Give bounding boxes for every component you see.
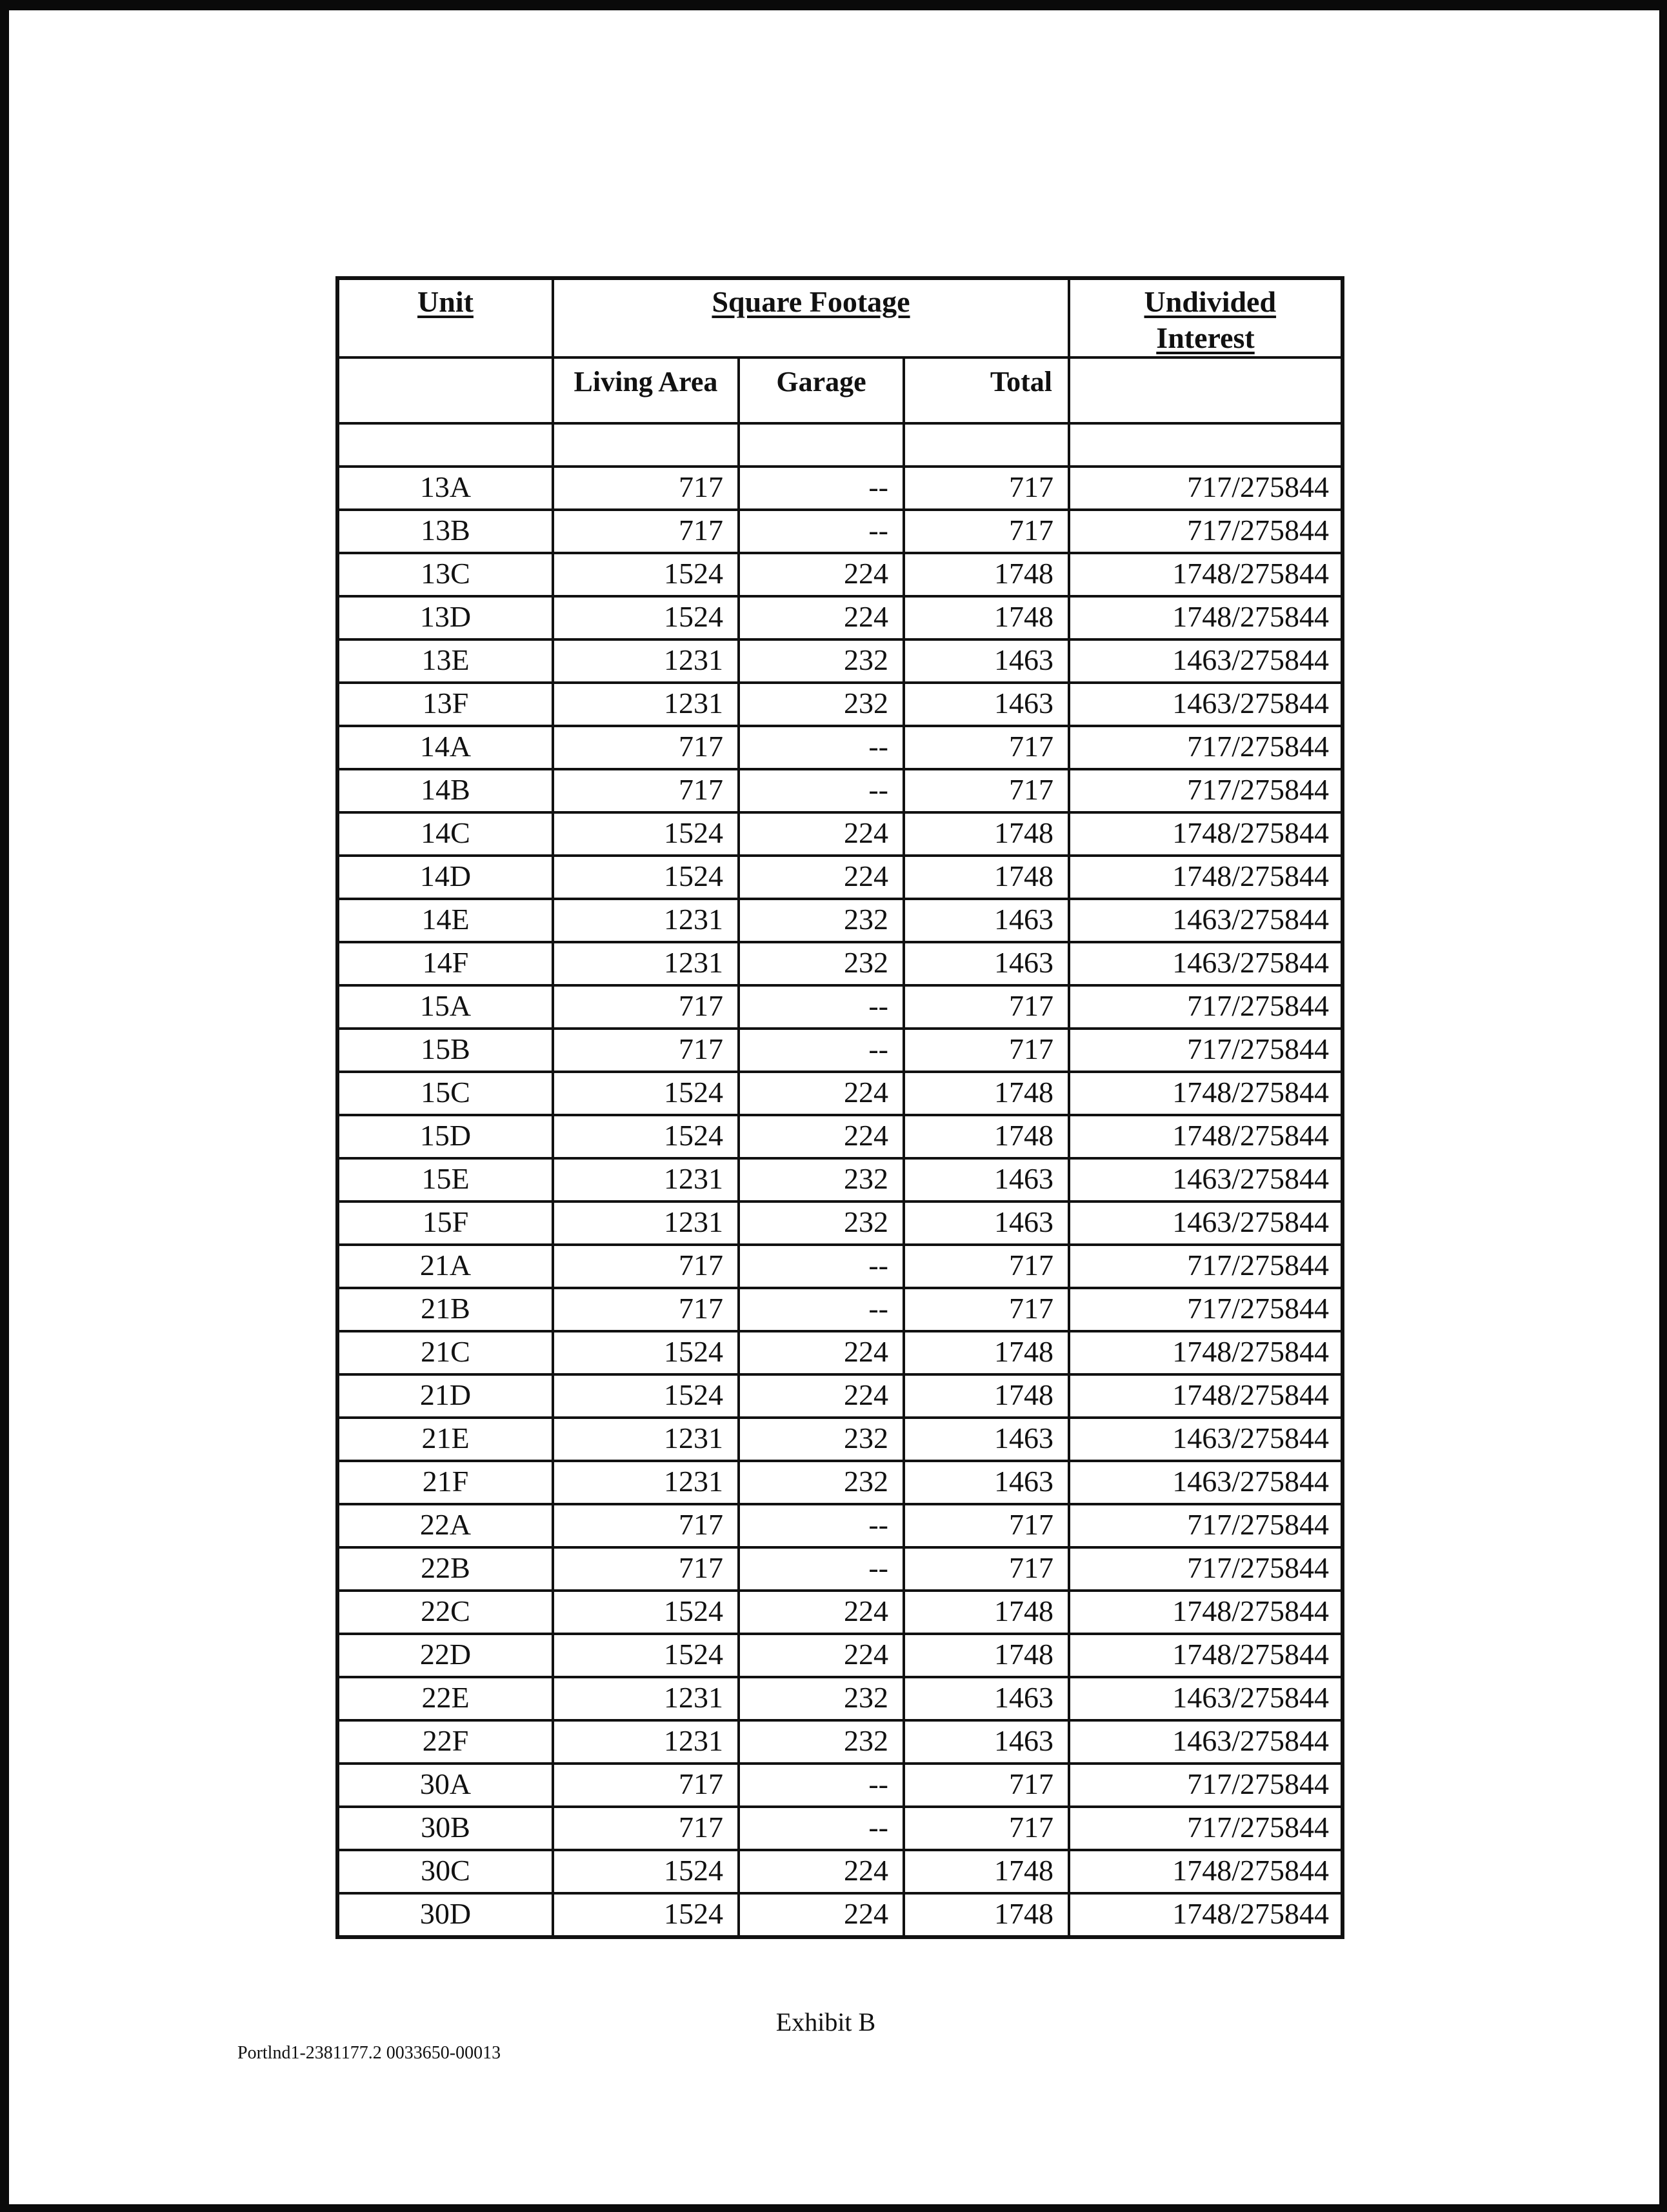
undivided-interest-cell: 1748/275844	[1069, 1850, 1343, 1893]
unit-cell: 22E	[337, 1677, 553, 1720]
scan-border-right	[1659, 0, 1667, 2212]
table-row	[337, 683, 1343, 726]
table-row	[337, 1461, 1343, 1504]
total-cell: 1463	[904, 899, 1069, 942]
garage-cell: 224	[739, 1591, 904, 1634]
table-row	[337, 1807, 1343, 1850]
garage-cell: --	[739, 1504, 904, 1547]
table-body	[337, 423, 1343, 1937]
undivided-interest-cell: 1463/275844	[1069, 1158, 1343, 1202]
garage-cell: 232	[739, 1202, 904, 1245]
unit-cell: 21F	[337, 1461, 553, 1504]
unit-cell: 15C	[337, 1072, 553, 1115]
table-row	[337, 1850, 1343, 1893]
undivided-interest-cell: 717/275844	[1069, 1807, 1343, 1850]
unit-square-footage-table	[335, 276, 1344, 1939]
undivided-interest-cell: 1463/275844	[1069, 1418, 1343, 1461]
total-cell: 717	[904, 1504, 1069, 1547]
total-header: Total	[904, 357, 1069, 423]
total-cell: 1748	[904, 1591, 1069, 1634]
living-area-cell: 1524	[553, 1591, 739, 1634]
garage-cell: 232	[739, 683, 904, 726]
total-cell: 1748	[904, 1893, 1069, 1937]
garage-cell: 232	[739, 899, 904, 942]
living-area-cell: 1231	[553, 683, 739, 726]
unit-cell: 14B	[337, 769, 553, 812]
total-cell: 1463	[904, 639, 1069, 683]
table-row	[337, 1331, 1343, 1374]
undivided-interest-cell: 717/275844	[1069, 510, 1343, 553]
undivided-interest-cell: 717/275844	[1069, 1288, 1343, 1331]
total-cell: 1463	[904, 1418, 1069, 1461]
unit-cell: 21E	[337, 1418, 553, 1461]
total-cell: 717	[904, 769, 1069, 812]
total-cell: 717	[904, 1764, 1069, 1807]
table-row	[337, 1504, 1343, 1547]
garage-cell: 224	[739, 596, 904, 639]
living-area-cell: 1231	[553, 1418, 739, 1461]
living-area-cell: 1524	[553, 812, 739, 856]
table-row	[337, 769, 1343, 812]
table-row	[337, 1418, 1343, 1461]
undivided-interest-cell: 1463/275844	[1069, 899, 1343, 942]
table-row	[337, 1720, 1343, 1764]
total-cell: 717	[904, 1029, 1069, 1072]
unit-cell: 13E	[337, 639, 553, 683]
unit-header-label: Unit	[417, 285, 474, 318]
living-area-cell: 1231	[553, 639, 739, 683]
living-area-cell: 717	[553, 1288, 739, 1331]
total-cell: 717	[904, 985, 1069, 1029]
undivided-interest-header-label: Undivided Interest	[1144, 285, 1277, 354]
unit-cell: 15A	[337, 985, 553, 1029]
table-row	[337, 596, 1343, 639]
total-cell: 1463	[904, 1202, 1069, 1245]
undivided-interest-cell: 1748/275844	[1069, 1072, 1343, 1115]
garage-cell: 232	[739, 1720, 904, 1764]
undivided-interest-cell: 1748/275844	[1069, 553, 1343, 596]
undivided-interest-cell: 1748/275844	[1069, 1331, 1343, 1374]
living-area-cell: 1231	[553, 942, 739, 985]
unit-cell: 21C	[337, 1331, 553, 1374]
living-area-cell: 717	[553, 1245, 739, 1288]
header-spacer-row	[337, 423, 1343, 467]
garage-cell: 232	[739, 639, 904, 683]
living-area-cell: 717	[553, 1764, 739, 1807]
living-area-cell: 1231	[553, 1461, 739, 1504]
unit-cell: 14F	[337, 942, 553, 985]
garage-cell: --	[739, 1288, 904, 1331]
table-row	[337, 553, 1343, 596]
living-area-cell: 1524	[553, 596, 739, 639]
table-row	[337, 510, 1343, 553]
table-row	[337, 1374, 1343, 1418]
scan-border-bottom	[0, 2204, 1667, 2212]
total-cell: 1463	[904, 1158, 1069, 1202]
living-area-cell: 1231	[553, 1158, 739, 1202]
undivided-interest-cell: 1463/275844	[1069, 639, 1343, 683]
living-area-cell: 717	[553, 726, 739, 769]
total-cell: 1748	[904, 812, 1069, 856]
total-cell: 1748	[904, 1072, 1069, 1115]
undivided-interest-cell: 1748/275844	[1069, 1374, 1343, 1418]
table-row	[337, 467, 1343, 510]
total-cell: 1463	[904, 1461, 1069, 1504]
living-area-cell: 1524	[553, 1634, 739, 1677]
garage-cell: 224	[739, 812, 904, 856]
garage-cell: 224	[739, 856, 904, 899]
undivided-interest-cell: 1748/275844	[1069, 812, 1343, 856]
undivided-interest-cell: 1748/275844	[1069, 856, 1343, 899]
table-row	[337, 639, 1343, 683]
undivided-interest-cell: 717/275844	[1069, 1504, 1343, 1547]
undivided-interest-cell: 717/275844	[1069, 1029, 1343, 1072]
garage-cell: 224	[739, 1634, 904, 1677]
unit-cell: 13B	[337, 510, 553, 553]
unit-cell: 30D	[337, 1893, 553, 1937]
document-id: Portlnd1-2381177.2 0033650-00013	[237, 2043, 501, 2063]
garage-cell: 232	[739, 942, 904, 985]
living-area-cell: 1524	[553, 1115, 739, 1158]
square-footage-header-label: Square Footage	[712, 285, 910, 318]
living-area-cell: 1524	[553, 1850, 739, 1893]
total-cell: 717	[904, 510, 1069, 553]
living-area-cell: 1231	[553, 1720, 739, 1764]
garage-cell: --	[739, 1547, 904, 1591]
living-area-cell: 717	[553, 985, 739, 1029]
living-area-cell: 717	[553, 769, 739, 812]
table-row	[337, 1288, 1343, 1331]
total-cell: 1748	[904, 1331, 1069, 1374]
living-area-cell: 1231	[553, 1202, 739, 1245]
unit-cell: 21D	[337, 1374, 553, 1418]
unit-cell: 14D	[337, 856, 553, 899]
garage-cell: 224	[739, 553, 904, 596]
garage-cell: 224	[739, 1374, 904, 1418]
table-row	[337, 1547, 1343, 1591]
undivided-interest-cell: 1463/275844	[1069, 1461, 1343, 1504]
living-area-cell: 1231	[553, 1677, 739, 1720]
living-area-cell: 1524	[553, 1374, 739, 1418]
unit-cell: 22D	[337, 1634, 553, 1677]
table-row	[337, 985, 1343, 1029]
unit-header	[337, 278, 553, 357]
garage-cell: 224	[739, 1115, 904, 1158]
undivided-interest-cell: 1748/275844	[1069, 1115, 1343, 1158]
interest-subheader-empty	[1069, 357, 1343, 423]
total-cell: 1748	[904, 1115, 1069, 1158]
undivided-interest-cell: 717/275844	[1069, 1547, 1343, 1591]
table-row	[337, 1202, 1343, 1245]
living-area-cell: 717	[553, 1029, 739, 1072]
undivided-interest-cell: 717/275844	[1069, 769, 1343, 812]
undivided-interest-cell: 1748/275844	[1069, 1634, 1343, 1677]
unit-cell: 15B	[337, 1029, 553, 1072]
garage-cell: --	[739, 467, 904, 510]
total-cell: 1463	[904, 1677, 1069, 1720]
table-row	[337, 726, 1343, 769]
garage-cell: --	[739, 726, 904, 769]
unit-cell: 22B	[337, 1547, 553, 1591]
table-row	[337, 1245, 1343, 1288]
living-area-cell: 717	[553, 1504, 739, 1547]
total-cell: 1748	[904, 1634, 1069, 1677]
living-area-header: Living Area	[553, 357, 739, 423]
unit-cell: 13D	[337, 596, 553, 639]
garage-cell: --	[739, 1245, 904, 1288]
undivided-interest-cell: 1463/275844	[1069, 1720, 1343, 1764]
scan-border-left	[0, 0, 9, 2212]
garage-cell: --	[739, 1029, 904, 1072]
table-row	[337, 1893, 1343, 1937]
table-row	[337, 856, 1343, 899]
exhibit-label: Exhibit B	[775, 2007, 876, 2036]
garage-cell: 224	[739, 1072, 904, 1115]
total-cell: 717	[904, 726, 1069, 769]
undivided-interest-cell: 717/275844	[1069, 985, 1343, 1029]
table-row	[337, 1764, 1343, 1807]
unit-cell: 14E	[337, 899, 553, 942]
total-cell: 717	[904, 1245, 1069, 1288]
living-area-cell: 1524	[553, 1893, 739, 1937]
undivided-interest-cell: 1463/275844	[1069, 683, 1343, 726]
garage-cell: 224	[739, 1850, 904, 1893]
living-area-cell: 717	[553, 1547, 739, 1591]
total-cell: 1463	[904, 942, 1069, 985]
total-cell: 1748	[904, 1374, 1069, 1418]
garage-cell: --	[739, 510, 904, 553]
total-cell: 1463	[904, 1720, 1069, 1764]
garage-cell: --	[739, 1807, 904, 1850]
total-cell: 1463	[904, 683, 1069, 726]
undivided-interest-cell: 1463/275844	[1069, 1677, 1343, 1720]
unit-cell: 30A	[337, 1764, 553, 1807]
garage-cell: --	[739, 1764, 904, 1807]
unit-cell: 14A	[337, 726, 553, 769]
undivided-interest-cell: 1748/275844	[1069, 596, 1343, 639]
square-footage-header	[553, 278, 1069, 357]
table-row	[337, 942, 1343, 985]
unit-cell: 15D	[337, 1115, 553, 1158]
undivided-interest-cell: 1748/275844	[1069, 1893, 1343, 1937]
unit-cell: 22C	[337, 1591, 553, 1634]
garage-header: Garage	[739, 357, 904, 423]
unit-cell: 30B	[337, 1807, 553, 1850]
undivided-interest-cell: 1748/275844	[1069, 1591, 1343, 1634]
table-row	[337, 1158, 1343, 1202]
garage-cell: 224	[739, 1331, 904, 1374]
table-row	[337, 1634, 1343, 1677]
undivided-interest-cell: 1463/275844	[1069, 1202, 1343, 1245]
living-area-cell: 1524	[553, 1331, 739, 1374]
unit-cell: 14C	[337, 812, 553, 856]
total-cell: 1748	[904, 1850, 1069, 1893]
garage-cell: 232	[739, 1418, 904, 1461]
undivided-interest-cell: 1463/275844	[1069, 942, 1343, 985]
table-row	[337, 1591, 1343, 1634]
living-area-cell: 1524	[553, 856, 739, 899]
living-area-cell: 1524	[553, 1072, 739, 1115]
garage-cell: 224	[739, 1893, 904, 1937]
unit-cell: 21A	[337, 1245, 553, 1288]
unit-cell: 30C	[337, 1850, 553, 1893]
undivided-interest-cell: 717/275844	[1069, 726, 1343, 769]
living-area-cell: 717	[553, 467, 739, 510]
living-area-cell: 717	[553, 1807, 739, 1850]
unit-cell: 13F	[337, 683, 553, 726]
living-area-cell: 1524	[553, 553, 739, 596]
total-cell: 717	[904, 1807, 1069, 1850]
unit-cell: 13A	[337, 467, 553, 510]
scan-border-top	[0, 0, 1667, 10]
living-area-cell: 717	[553, 510, 739, 553]
table-row	[337, 1072, 1343, 1115]
table-row	[337, 1115, 1343, 1158]
total-cell: 1748	[904, 553, 1069, 596]
undivided-interest-cell: 717/275844	[1069, 467, 1343, 510]
undivided-interest-header	[1069, 278, 1343, 357]
garage-cell: 232	[739, 1461, 904, 1504]
table-row	[337, 899, 1343, 942]
garage-cell: --	[739, 985, 904, 1029]
unit-cell: 15F	[337, 1202, 553, 1245]
undivided-interest-cell: 717/275844	[1069, 1764, 1343, 1807]
total-cell: 717	[904, 1288, 1069, 1331]
table-row	[337, 1029, 1343, 1072]
unit-cell: 21B	[337, 1288, 553, 1331]
unit-subheader-empty	[337, 357, 553, 423]
garage-cell: 232	[739, 1677, 904, 1720]
total-cell: 1748	[904, 856, 1069, 899]
living-area-cell: 1231	[553, 899, 739, 942]
table-row	[337, 1677, 1343, 1720]
table-row	[337, 812, 1343, 856]
unit-cell: 15E	[337, 1158, 553, 1202]
garage-cell: 232	[739, 1158, 904, 1202]
unit-cell: 22A	[337, 1504, 553, 1547]
total-cell: 717	[904, 467, 1069, 510]
unit-cell: 13C	[337, 553, 553, 596]
table-header-row	[337, 278, 1343, 357]
garage-cell: --	[739, 769, 904, 812]
total-cell: 1748	[904, 596, 1069, 639]
table-subheader-row	[337, 357, 1343, 423]
total-cell: 717	[904, 1547, 1069, 1591]
unit-cell: 22F	[337, 1720, 553, 1764]
undivided-interest-cell: 717/275844	[1069, 1245, 1343, 1288]
